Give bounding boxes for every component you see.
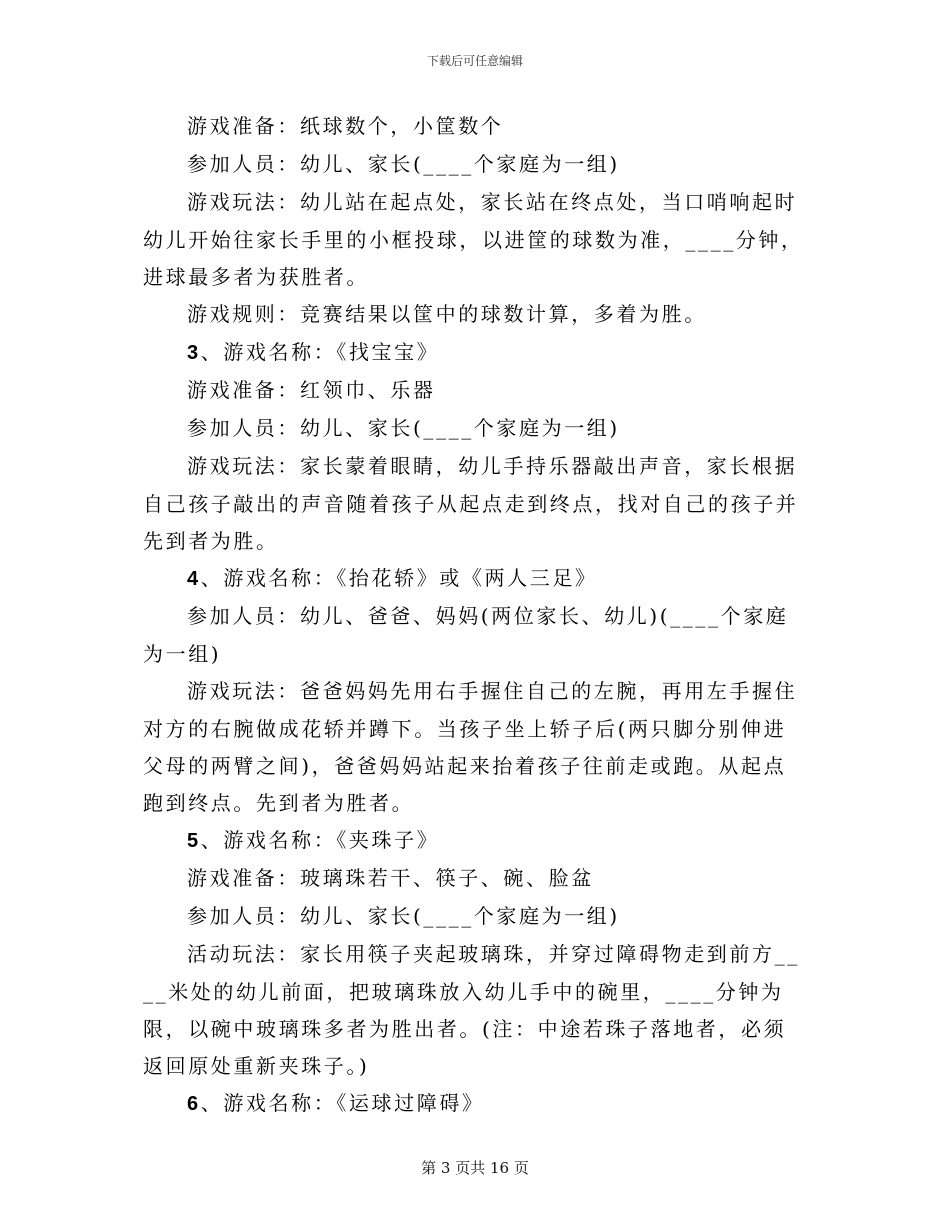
heading-game-6: 6、游戏名称：《运球过障碍》 xyxy=(187,1091,485,1115)
page-number-footer: 第 3 页共 16 页 xyxy=(421,1159,529,1177)
page-header-note: 下载后可任意编辑 xyxy=(426,54,523,68)
document-body xyxy=(143,108,807,1123)
paragraph-rules: 游戏规则：竞赛结果以筐中的球数计算，多着为胜。 xyxy=(187,302,707,326)
heading-game-5: 5、游戏名称：《夹珠子》 xyxy=(187,828,440,852)
paragraph-participants: 参加人员：幼儿、家长(____个家庭为一组) xyxy=(187,152,620,176)
paragraph-participants: 参加人员：幼儿、家长(____个家庭为一组) xyxy=(187,904,620,928)
heading-game-4: 4、游戏名称：《抬花轿》或《两人三足》 xyxy=(187,566,598,590)
paragraph-participants: 参加人员：幼儿、爸爸、妈妈(两位家长、幼儿)(____个家庭为一组) xyxy=(143,604,789,666)
heading-game-3: 3、游戏名称：《找宝宝》 xyxy=(187,340,440,364)
paragraph-gameplay: 游戏玩法：爸爸妈妈先用右手握住自己的左腕，再用左手握住对方的右腕做成花轿并蹲下。当孩子坐上轿子后(两只脚分别伸进父母的两臂之间)，爸爸妈妈站起来抬着孩子往前走或跑。从起点跑到终点。先到者为胜者。 xyxy=(143,679,798,815)
paragraph-game-prep: 游戏准备：红领巾、乐器 xyxy=(187,378,436,402)
paragraph-gameplay: 游戏玩法：家长蒙着眼睛，幼儿手持乐器敲出声音，家长根据自己孩子敲出的声音随着孩子从起点走到终点，找对自己的孩子并先到者为胜。 xyxy=(143,454,799,553)
paragraph-game-prep: 游戏准备：纸球数个，小筐数个 xyxy=(187,114,504,138)
paragraph-gameplay: 活动玩法：家长用筷子夹起玻璃珠，并穿过障碍物走到前方____米处的幼儿前面，把玻璃珠放入幼儿手中的碗里，____分钟为限，以碗中玻璃珠多者为胜出者。(注：中途若珠子落地者，必须返回原处重新夹珠子。) xyxy=(143,942,800,1078)
paragraph-gameplay: 游戏玩法：幼儿站在起点处，家长站在终点处，当口哨响起时幼儿开始往家长手里的小框投球，以进筐的球数为准，____分钟，进球最多者为获胜者。 xyxy=(143,190,804,289)
paragraph-participants: 参加人员：幼儿、家长(____个家庭为一组) xyxy=(187,416,620,440)
paragraph-game-prep: 游戏准备：玻璃珠若干、筷子、碗、脸盆 xyxy=(187,866,594,890)
